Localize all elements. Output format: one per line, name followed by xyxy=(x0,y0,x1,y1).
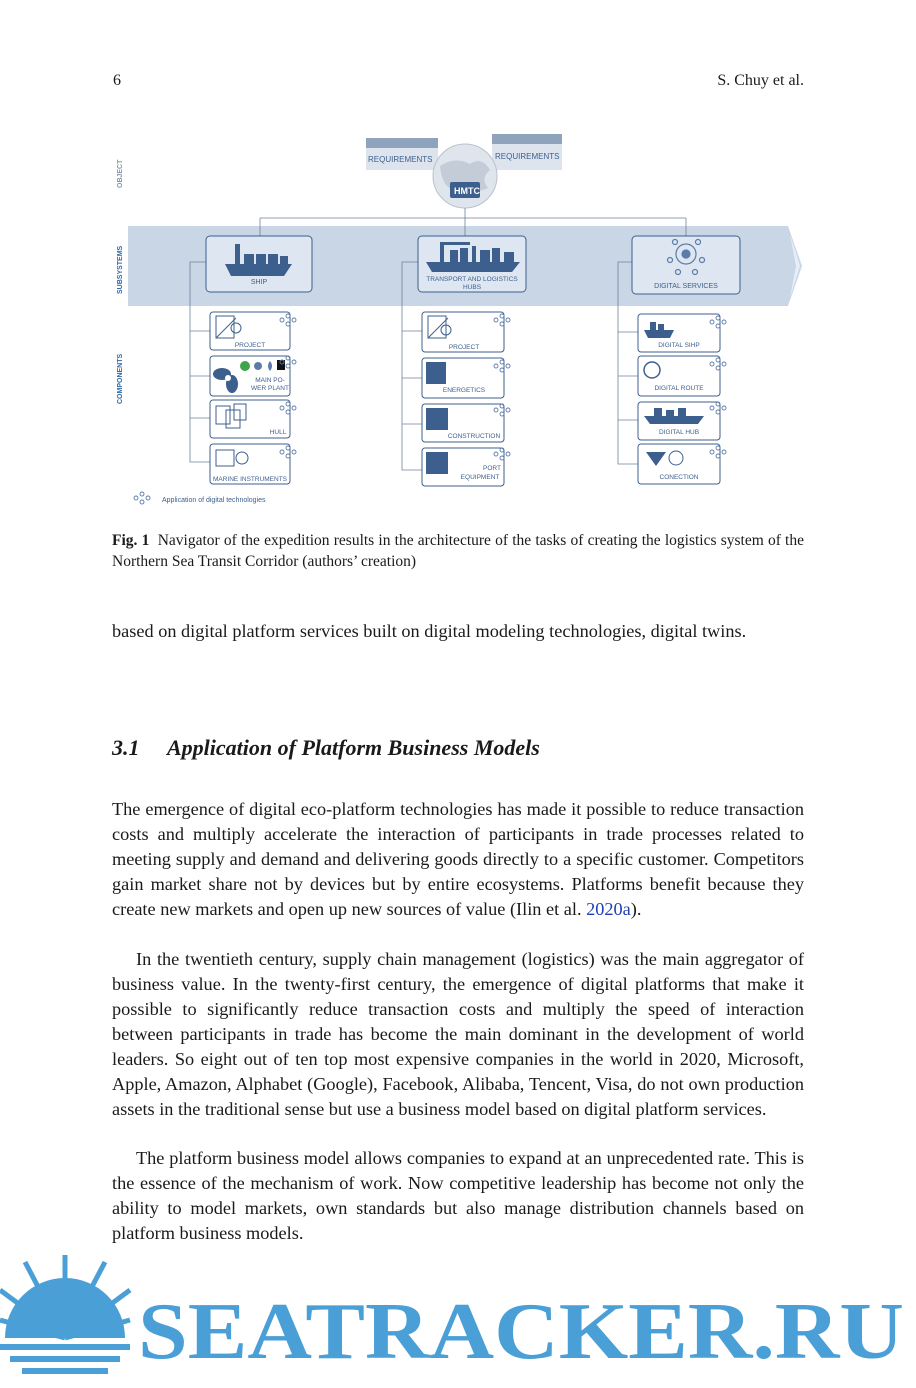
svg-text:TRANSPORT AND LOGISTICS: TRANSPORT AND LOGISTICS xyxy=(426,276,518,283)
citation-link[interactable]: 2020a xyxy=(586,899,631,919)
svg-text:REQUIREMENTS: REQUIREMENTS xyxy=(495,152,560,161)
component-hull xyxy=(210,400,290,438)
svg-text:DIGITAL SERVICES: DIGITAL SERVICES xyxy=(654,283,718,290)
globe-logo-icon xyxy=(433,144,497,208)
figure-legend xyxy=(134,492,266,504)
paragraph-1: based on digital platform services built on digital modeling technologies, digital twins. xyxy=(112,621,747,641)
construction-crane-icon xyxy=(426,408,448,430)
svg-text:EQUIPMENT: EQUIPMENT xyxy=(460,474,500,481)
fuel-icon xyxy=(240,361,250,371)
component-energetics xyxy=(422,358,504,398)
svg-text:DIGITAL SIHP: DIGITAL SIHP xyxy=(658,342,700,349)
svg-text:CONSTRUCTION: CONSTRUCTION xyxy=(447,433,501,440)
svg-text:DIGITAL ROUTE: DIGITAL ROUTE xyxy=(654,385,704,392)
component-digital-hub xyxy=(638,402,720,440)
paragraph-3: In the twentieth century, supply chain management (logistics) was the main aggregator of business value. In the twenty-first century, the emergence of digital platforms that make it possible to significantly reduce transaction costs and multiply the speed of interaction between participants in trade has become the main dominant in the development of world leaders. So eight out of ten top most expensive companies in the world in 2020, Microsoft, Apple, Amazon, Alphabet (Google), Facebook, Alibaba, Tencent, Visa, do not own production assets in the traditional sense but use a business model based on digital platform services. xyxy=(112,949,804,1119)
component-connection xyxy=(638,444,720,484)
watermark-text: SEATRACKER.RU xyxy=(138,1288,904,1376)
row-label-subsystems: SUBSYSTEMS xyxy=(117,245,124,294)
architecture-figure xyxy=(110,126,810,516)
subsystem-digital-services xyxy=(632,236,740,294)
section-heading xyxy=(112,735,540,761)
svg-text:PROJECT: PROJECT xyxy=(234,342,266,349)
section-title: Application of Platform Business Models xyxy=(167,735,540,760)
port-equipment-icon xyxy=(426,452,448,474)
figure-caption-text: Navigator of the expedition results in the architecture of the tasks of creating the logistics system of the Northern Sea Transit Corridor (authors’ creation) xyxy=(112,532,804,570)
paragraph-2: The emergence of digital eco-platform technologies has made it possible to reduce transaction costs and multiply accelerate the interaction of participants in trade processes related to meeting supply and demand and delivering goods directly to a specific customer. Competitors gain market share not by devices but by entire ecosystems. Platforms benefit because they create new markets and open up new sources of value (Ilin et al. 2020a). xyxy=(112,799,804,919)
svg-text:Application of digital technol: Application of digital technologies xyxy=(162,497,266,504)
watermark xyxy=(0,1250,916,1388)
requirements-left-ribbon xyxy=(366,138,438,170)
svg-text:MAIN PO-: MAIN PO- xyxy=(255,377,285,384)
running-header-authors: S. Chuy et al. xyxy=(717,72,804,89)
subsystem-hubs xyxy=(418,236,526,292)
figure-label: Fig. 1 xyxy=(112,532,150,549)
svg-text:HULL: HULL xyxy=(269,429,287,436)
component-main-power-plant xyxy=(210,356,290,396)
svg-text:ENERGETICS: ENERGETICS xyxy=(442,387,486,394)
component-ship-project xyxy=(210,312,290,350)
svg-text:HUBS: HUBS xyxy=(462,284,482,291)
atom-icon xyxy=(254,362,262,370)
svg-text:PORT: PORT xyxy=(483,465,501,472)
svg-text:MARINE INSTRUMENTS: MARINE INSTRUMENTS xyxy=(212,476,288,483)
paragraph-4: The platform business model allows companies to expand at an unprecedented rate. This is the essence of the mechanism of work. Now competitive leadership has become not only the ability to model markets, own standards but also manage distribution channels based on platform business models. xyxy=(112,1148,804,1243)
svg-text:DIGITAL HUB: DIGITAL HUB xyxy=(658,429,700,436)
sun-logo-icon xyxy=(0,1255,130,1374)
component-digital-ship xyxy=(638,314,720,352)
section-number: 3.1 xyxy=(112,735,140,760)
svg-text:WER PLANT: WER PLANT xyxy=(251,385,289,392)
svg-text:PROJECT: PROJECT xyxy=(448,344,480,351)
power-tower-icon xyxy=(426,362,446,384)
component-hub-project xyxy=(422,312,504,352)
component-construction xyxy=(422,404,504,442)
row-label-components: COMPONENTS xyxy=(117,353,124,404)
component-digital-route xyxy=(638,356,720,396)
subsystem-ship xyxy=(206,236,312,292)
svg-text:REQUIREMENTS: REQUIREMENTS xyxy=(368,155,433,164)
svg-text:CONECTION: CONECTION xyxy=(659,474,699,481)
requirements-right-ribbon xyxy=(492,134,562,170)
page-number: 6 xyxy=(113,72,121,89)
row-label-object: OBJECT xyxy=(117,159,124,188)
globe-label: НМТС xyxy=(454,186,480,196)
component-port-equipment xyxy=(422,448,504,486)
component-marine-instruments xyxy=(210,444,290,484)
svg-text:SHIP: SHIP xyxy=(250,279,268,286)
figure-caption xyxy=(112,530,804,572)
